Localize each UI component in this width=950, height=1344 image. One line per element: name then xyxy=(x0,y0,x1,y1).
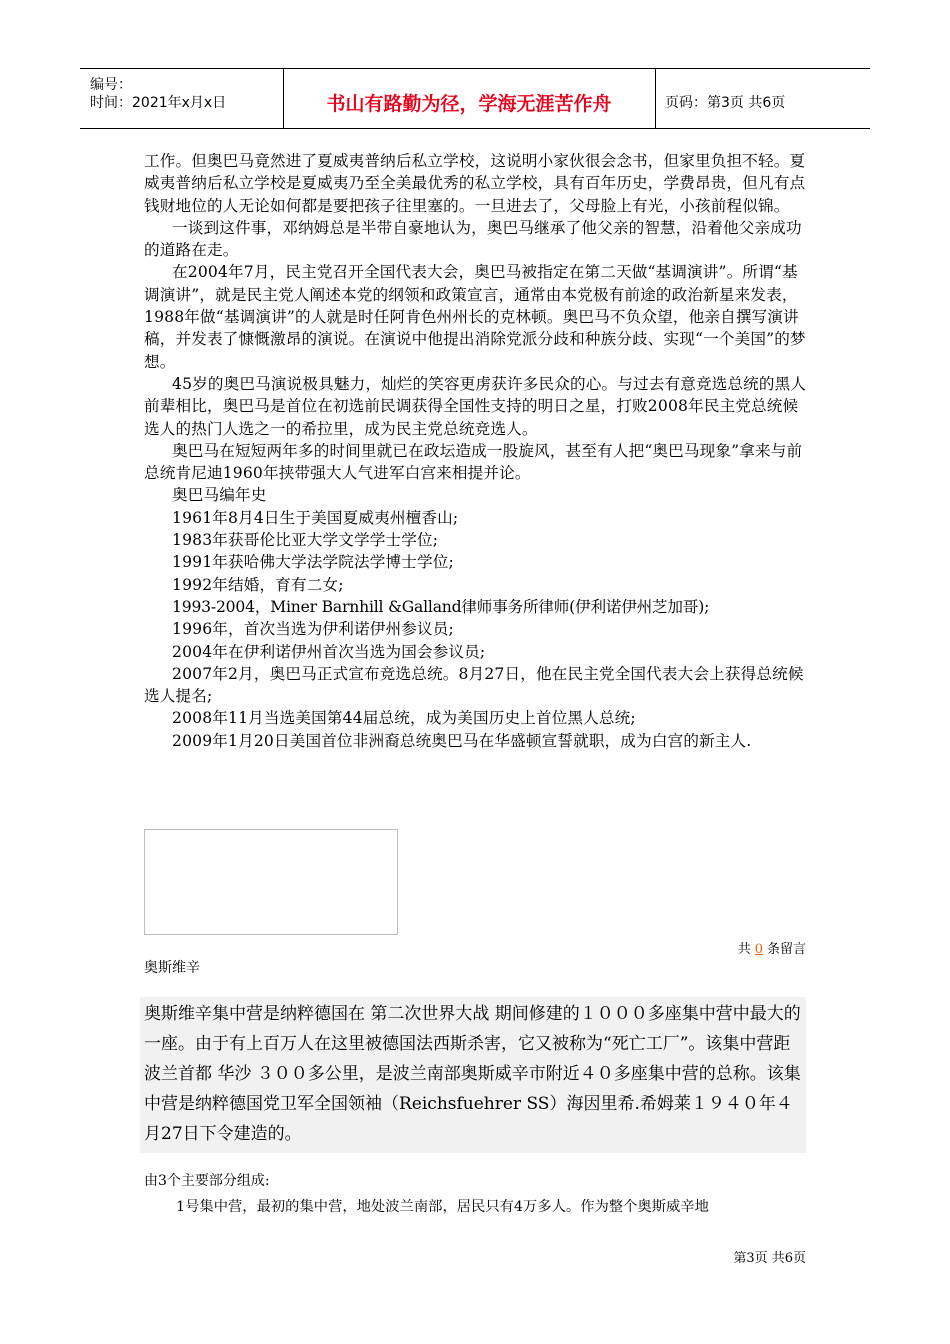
chronology-item: 1983年获哥伦比亚大学文学学士学位; xyxy=(172,531,439,550)
section-title: 奥斯维辛 xyxy=(144,960,200,976)
document-number-label: 编号： xyxy=(90,77,132,93)
paragraph: 奥巴马在短短两年多的时间里就已在政坛造成一股旋风，甚至有人把“奥巴马现象”拿来与前总统肯尼迪1960年挟带强大人气进军白宫来相提并论。 xyxy=(144,441,803,483)
chronology-item: 2008年11月当选美国第44届总统，成为美国历史上首位黑人总统; xyxy=(172,709,636,728)
document-date: 时间：2021年x月x日 xyxy=(90,95,227,111)
parts-title: 由3个主要部分组成: xyxy=(144,1173,270,1189)
chronology-item: 1991年获哈佛大学法学院法学博士学位; xyxy=(172,553,454,572)
paragraph: 一谈到这件事，邓纳姆总是半带自豪地认为，奥巴马继承了他父亲的智慧，沿着他父亲成功的道路在走。 xyxy=(144,218,802,260)
chronology-item: 2004年在伊利诺伊州首次当选为国会参议员; xyxy=(172,642,486,661)
parts-first-item: 1号集中营，最初的集中营，地处波兰南部，居民只有4万多人。作为整个奥斯威辛地 xyxy=(176,1199,709,1215)
comment-prefix: 共 xyxy=(737,942,751,957)
motto-text: 书山有路勤为径，学海无涯苦作舟 xyxy=(326,93,612,115)
paragraph: 45岁的奥巴马演说极具魅力，灿烂的笑容更虏获许多民众的心。与过去有意竞选总统的黑人前辈相比，奥巴马是首位在初选前民调获得全国性支持的明日之星，打败2008年民主党总统候选人的热门人选之一的希拉里，成为民主党总统竞选人。 xyxy=(144,374,807,438)
paragraph: 在2004年7月，民主党召开全国代表大会，奥巴马被指定在第二天做“基调演讲”。所谓“基调演讲”，就是民主党人阐述本党的纲领和政策宣言，通常由本党极有前途的政治新星来发表，1988年做“基调演讲”的人就是时任阿肯色州州长的克林顿。奥巴马不负众望，他亲自撰写演讲稿，并发表了慷慨激昂的演说。在演说中他提出消除党派分歧和种族分歧、实现“一个美国”的梦想。 xyxy=(144,263,806,371)
footer-page-number: 第3页 共6页 xyxy=(733,1251,806,1266)
header-page-cell xyxy=(655,69,870,128)
chronology-item: 1992年结婚，育有二女; xyxy=(172,575,344,594)
comment-count-link[interactable]: 0 xyxy=(754,942,763,957)
chronology-heading: 奥巴马编年史 xyxy=(172,486,267,505)
chronology-item: 1996年，首次当选为伊利诺伊州参议员; xyxy=(172,620,454,639)
auschwitz-paragraph: 奥斯维辛集中营是纳粹德国在 第二次世界大战 期间修建的１０００多座集中营中最大的一座。由于有上百万人在这里被德国法西斯杀害，它又被称为“死亡工厂”。该集中营距波兰首都 华沙 ３００多公里，是波兰南部奥斯威辛市附近４０多座集中营的总称。该集中营是纳粹德国党卫军全国领袖（Reichsfuehrer SS）海因里希.希姆莱１９４０年４月27日下令建造的。 xyxy=(144,1004,801,1144)
header-info-cell xyxy=(80,69,284,128)
auschwitz-block xyxy=(140,997,806,1153)
header-page-number: 页码：第3页 共6页 xyxy=(665,95,786,111)
comment-suffix: 条留言 xyxy=(766,942,806,957)
image-placeholder xyxy=(144,829,398,935)
body-text xyxy=(144,150,808,752)
comment-count-line xyxy=(738,938,806,957)
header-motto-cell xyxy=(283,69,656,128)
page-header xyxy=(80,68,870,129)
chronology-item: 1993-2004，Miner Barnhill &Galland律师事务所律师(伊利诺伊州芝加哥); xyxy=(172,597,710,616)
chronology-item: 2009年1月20日美国首位非洲裔总统奥巴马在华盛顿宣誓就职，成为白宫的新主人. xyxy=(172,731,752,750)
chronology-item: 2007年2月，奥巴马正式宣布竞选总统。8月27日，他在民主党全国代表大会上获得总统候选人提名; xyxy=(144,664,804,706)
chronology-item: 1961年8月4日生于美国夏威夷州檀香山; xyxy=(172,508,459,527)
paragraph: 工作。但奥巴马竟然进了夏威夷普纳后私立学校，这说明小家伙很会念书，但家里负担不轻。夏威夷普纳后私立学校是夏威夷乃至全美最优秀的私立学校，具有百年历史，学费昂贵，但凡有点钱财地位的人无论如何都是要把孩子往里塞的。一旦进去了，父母脸上有光，小孩前程似锦。 xyxy=(144,152,806,215)
